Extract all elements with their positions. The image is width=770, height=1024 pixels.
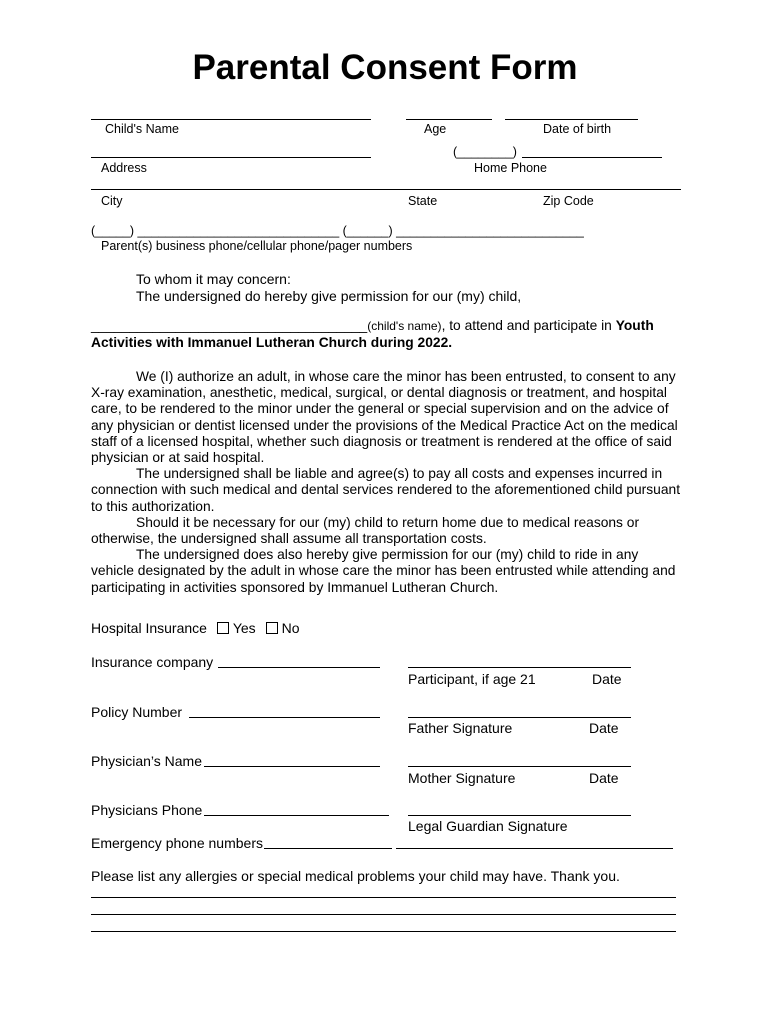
emergency-numbers-label: Emergency phone numbers — [91, 835, 263, 851]
youth-text: Youth — [615, 318, 654, 333]
mother-signature-label: Mother Signature — [408, 770, 516, 786]
participant-signature-line[interactable] — [408, 667, 631, 668]
address-line[interactable] — [91, 157, 371, 158]
address-label: Address — [101, 161, 147, 175]
guardian-signature-label: Legal Guardian Signature — [408, 818, 568, 834]
allergies-line-1[interactable] — [91, 897, 676, 898]
child-participation-line — [91, 318, 654, 333]
no-checkbox[interactable] — [266, 622, 278, 634]
parent-phone-label: Parent(s) business phone/cellular phone/pager numbers — [101, 239, 413, 253]
father-signature-label: Father Signature — [408, 720, 513, 736]
zip-code-label: Zip Code — [543, 194, 594, 208]
physicians-phone-line[interactable] — [204, 815, 389, 816]
paragraph-vehicle: The undersigned does also hereby give permission for our (my) child to ride in any vehicle designated by the adult in whose care the minor has been entrusted while attending and participating in activities sponsored by Immanuel Lutheran Church. — [91, 547, 676, 595]
emergency-number-line-2[interactable] — [396, 848, 673, 849]
child-name-note: (child's name) — [367, 319, 442, 333]
insurance-company-line[interactable] — [218, 667, 380, 668]
participant-date-label: Date — [592, 671, 622, 687]
paragraph-transport: Should it be necessary for our (my) child to return home due to medical reasons or otherwise, the undersigned shall assume all transportation costs. — [91, 514, 640, 547]
emergency-number-line-1[interactable] — [264, 848, 392, 849]
hospital-insurance-label: Hospital Insurance — [91, 620, 207, 636]
salutation-line-1: To whom it may concern: — [136, 271, 291, 287]
attend-text: , to attend and participate in — [441, 318, 616, 333]
mother-date-label: Date — [589, 770, 619, 786]
allergies-line-3[interactable] — [91, 931, 676, 932]
insurance-company-label: Insurance company — [91, 654, 214, 670]
parent-phone-fields[interactable]: (_____) _____________________________ (______) ___________________________ — [91, 224, 584, 238]
child-name-blank[interactable]: ____________________________________ — [91, 318, 368, 333]
participant-label: Participant, if age 21 — [408, 671, 536, 687]
page-title: Parental Consent Form — [192, 48, 578, 87]
father-date-label: Date — [589, 720, 619, 736]
guardian-signature-line[interactable] — [408, 815, 631, 816]
childs-name-label: Child's Name — [105, 122, 179, 136]
home-phone-label: Home Phone — [474, 161, 547, 175]
section-divider — [91, 189, 681, 190]
hospital-insurance-row — [91, 620, 299, 636]
policy-number-line[interactable] — [189, 717, 380, 718]
allergies-line-2[interactable] — [91, 914, 676, 915]
childs-name-line[interactable] — [91, 119, 371, 120]
age-label: Age — [424, 122, 447, 136]
authorization-paragraphs — [91, 369, 681, 596]
physicians-name-line[interactable] — [204, 766, 380, 767]
activities-text: Activities with Immanuel Lutheran Church during 2022. — [91, 335, 453, 350]
yes-label: Yes — [232, 620, 256, 636]
state-label: State — [408, 194, 438, 208]
yes-checkbox[interactable] — [217, 622, 229, 634]
city-label: City — [101, 194, 123, 208]
no-label: No — [281, 620, 300, 636]
date-of-birth-label: Date of birth — [543, 122, 612, 136]
home-phone-area-code[interactable]: (________) — [453, 145, 517, 159]
allergies-prompt: Please list any allergies or special medical problems your child may have. Thank you. — [91, 868, 620, 884]
age-line[interactable] — [406, 119, 492, 120]
paragraph-liability: The undersigned shall be liable and agree(s) to pay all costs and expenses incurred in connection with such medical and dental services rendered to the aforementioned child pursuant to this authorization. — [91, 466, 681, 514]
father-signature-line[interactable] — [408, 717, 631, 718]
mother-signature-line[interactable] — [408, 766, 631, 767]
physicians-phone-label: Physicians Phone — [91, 802, 203, 818]
policy-number-label: Policy Number — [91, 704, 183, 720]
home-phone-line[interactable] — [522, 157, 662, 158]
physicians-name-label: Physician’s Name — [91, 753, 203, 769]
date-of-birth-line[interactable] — [505, 119, 638, 120]
salutation-line-2: The undersigned do hereby give permission for our (my) child, — [136, 288, 522, 304]
paragraph-authorize: We (I) authorize an adult, in whose care the minor has been entrusted, to consent to any X-ray examination, anesthetic, medical, surgical, or dental diagnosis or treatment, and hospital care, to be rendered to the minor under the general or special supervision and on the advice of any physician or dentist licensed under the provisions of the Medical Practice Act on the medical staff of a licensed hospital, whether such diagnosis or treatment is rendered at the office of said physician or at said hospital. — [91, 369, 678, 466]
